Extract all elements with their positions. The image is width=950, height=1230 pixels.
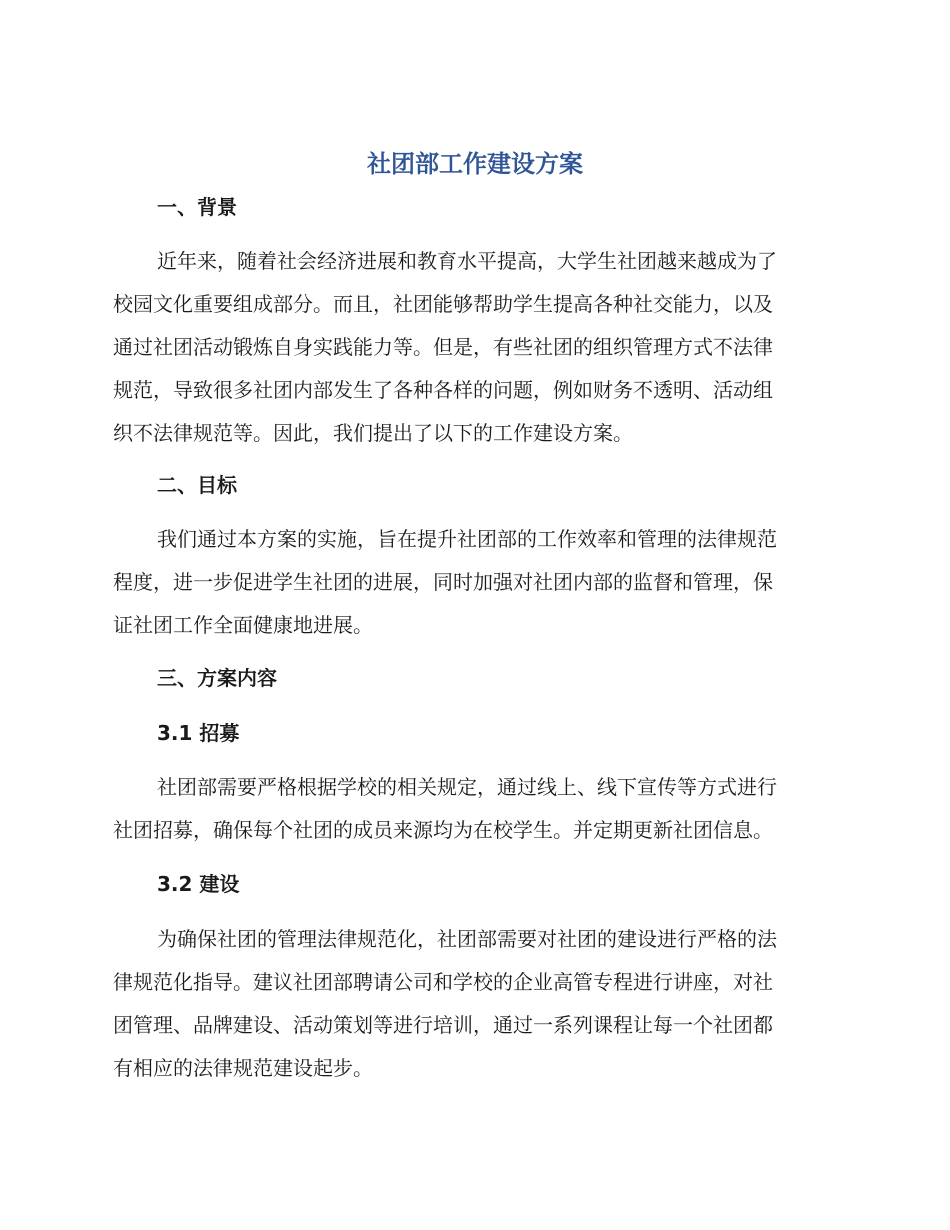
paragraph-line: 社团招募，确保每个社团的成员来源均为在校学生。并定期更新社团信息。 (113, 818, 773, 842)
paragraph-line: 规范，导致很多社团内部发生了各种各样的问题，例如财务不透明、活动组 (113, 378, 773, 402)
section-heading-content: 三、方案内容 (157, 666, 277, 690)
document-title: 社团部工作建设方案 (367, 150, 583, 178)
paragraph-line: 织不法律规范等。因此，我们提出了以下的工作建设方案。 (113, 421, 633, 445)
paragraph-background (113, 240, 833, 455)
subsection-heading-recruit: 3.1 招募 (157, 721, 240, 745)
paragraph-line: 近年来，随着社会经济进展和教育水平提高，大学生社团越来越成为了 (157, 249, 777, 273)
section-heading-goal: 二、目标 (157, 473, 237, 497)
paragraph-line: 社团部需要严格根据学校的相关规定，通过线上、线下宣传等方式进行 (157, 775, 777, 799)
paragraph-line: 有相应的法律规范建设起步。 (113, 1056, 373, 1080)
paragraph-line: 校园文化重要组成部分。而且，社团能够帮助学生提高各种社交能力，以及 (113, 292, 773, 316)
paragraph-build (113, 918, 833, 1090)
paragraph-recruit (113, 766, 833, 852)
paragraph-line: 律规范化指导。建议社团部聘请公司和学校的企业高管专程进行讲座，对社 (113, 970, 773, 994)
paragraph-line: 我们通过本方案的实施，旨在提升社团部的工作效率和管理的法律规范 (157, 527, 777, 551)
paragraph-line: 程度，进一步促进学生社团的进展，同时加强对社团内部的监督和管理，保 (113, 570, 773, 594)
paragraph-goal (113, 518, 833, 647)
subsection-heading-build: 3.2 建设 (157, 872, 240, 896)
paragraph-line: 为确保社团的管理法律规范化，社团部需要对社团的建设进行严格的法 (157, 927, 777, 951)
paragraph-line: 通过社团活动锻炼自身实践能力等。但是，有些社团的组织管理方式不法律 (113, 335, 773, 359)
paragraph-line: 证社团工作全面健康地进展。 (113, 613, 373, 637)
section-heading-background: 一、背景 (157, 195, 237, 219)
paragraph-line: 团管理、品牌建设、活动策划等进行培训，通过一系列课程让每一个社团都 (113, 1013, 773, 1037)
